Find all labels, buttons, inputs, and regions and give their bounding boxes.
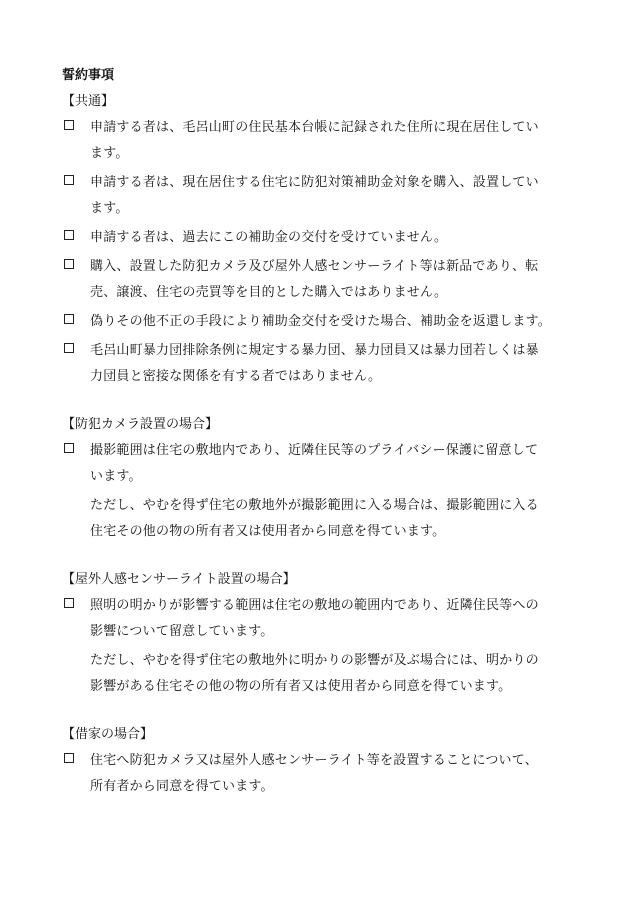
pledge-item — [62, 225, 580, 251]
checkbox[interactable] — [64, 230, 74, 240]
checkbox[interactable] — [64, 175, 74, 185]
checkbox[interactable] — [64, 120, 74, 130]
pledge-text: 売、譲渡、住宅の売買等を目的とした購入ではありません。 — [90, 285, 448, 300]
section-header: 【共通】 — [62, 94, 115, 109]
checkbox[interactable] — [64, 443, 74, 453]
pledge-text: 所有者から同意を得ています。 — [90, 779, 274, 794]
pledge-item — [62, 438, 580, 490]
proviso-note — [90, 493, 580, 545]
proviso-text: ただし、やむを得ず住宅の敷地外が撮影範囲に入る場合は、撮影範囲に入る — [90, 498, 539, 513]
section-common — [62, 92, 580, 390]
pledge-item — [62, 254, 580, 306]
section-header: 【屋外人感センサーライト設置の場合】 — [62, 572, 296, 587]
pledge-text: 照明の明かりが影響する範囲は住宅の敷地の範囲内であり、近隣住民等への — [90, 598, 539, 613]
pledge-item — [62, 593, 580, 645]
pledge-text: 住宅へ防犯カメラ又は屋外人感センサーライト等を設置することについて、 — [90, 753, 538, 768]
checkbox[interactable] — [64, 753, 74, 763]
proviso-note — [90, 648, 580, 700]
pledge-text: 毛呂山町暴力団排除条例に規定する暴力団、暴力団員又は暴力団若しくは暴 — [90, 343, 539, 358]
pledge-text: 申請する者は、過去にこの補助金の交付を受けていません。 — [90, 230, 448, 245]
pledge-item — [62, 309, 580, 335]
section-header: 【借家の場合】 — [62, 727, 154, 742]
pledge-text: 申請する者は、毛呂山町の住民基本台帳に記録された住所に現在居住してい — [90, 120, 539, 135]
proviso-text: 影響がある住宅その他の物の所有者又は使用者から同意を得ています。 — [90, 679, 512, 694]
pledge-text: ます。 — [90, 201, 129, 216]
checkbox[interactable] — [64, 314, 74, 324]
section-sensor-light — [62, 570, 580, 700]
pledge-item — [62, 338, 580, 390]
proviso-text: ただし、やむを得ず住宅の敷地外に明かりの影響が及ぶ場合には、明かりの — [90, 653, 539, 668]
pledge-text: 購入、設置した防犯カメラ及び屋外人感センサーライト等は新品であり、転 — [90, 259, 539, 274]
pledge-text: 力団員と密接な関係を有する者ではありません。 — [90, 369, 382, 384]
checkbox[interactable] — [64, 343, 74, 353]
section-rental-house — [62, 725, 580, 800]
page-title: 誓約事項 — [62, 68, 115, 83]
section-security-camera — [62, 415, 580, 545]
pledge-text: 申請する者は、現在居住する住宅に防犯対策補助金対象を購入、設置してい — [90, 175, 539, 190]
section-header: 【防犯カメラ設置の場合】 — [62, 417, 219, 432]
pledge-text: います。 — [90, 469, 142, 484]
pledge-item — [62, 748, 580, 800]
pledge-text: 影響について留意しています。 — [90, 624, 274, 639]
pledge-text: 偽りその他不正の手段により補助金交付を受けた場合、補助金を返還します。 — [90, 314, 551, 329]
proviso-text: 住宅その他の物の所有者又は使用者から同意を得ています。 — [90, 524, 446, 539]
pledge-item — [62, 115, 580, 167]
checkbox[interactable] — [64, 259, 74, 269]
pledge-item — [62, 170, 580, 222]
checkbox[interactable] — [64, 598, 74, 608]
pledge-text: ます。 — [90, 146, 129, 161]
pledge-text: 撮影範囲は住宅の敷地内であり、近隣住民等のプライバシー保護に留意して — [90, 443, 539, 458]
